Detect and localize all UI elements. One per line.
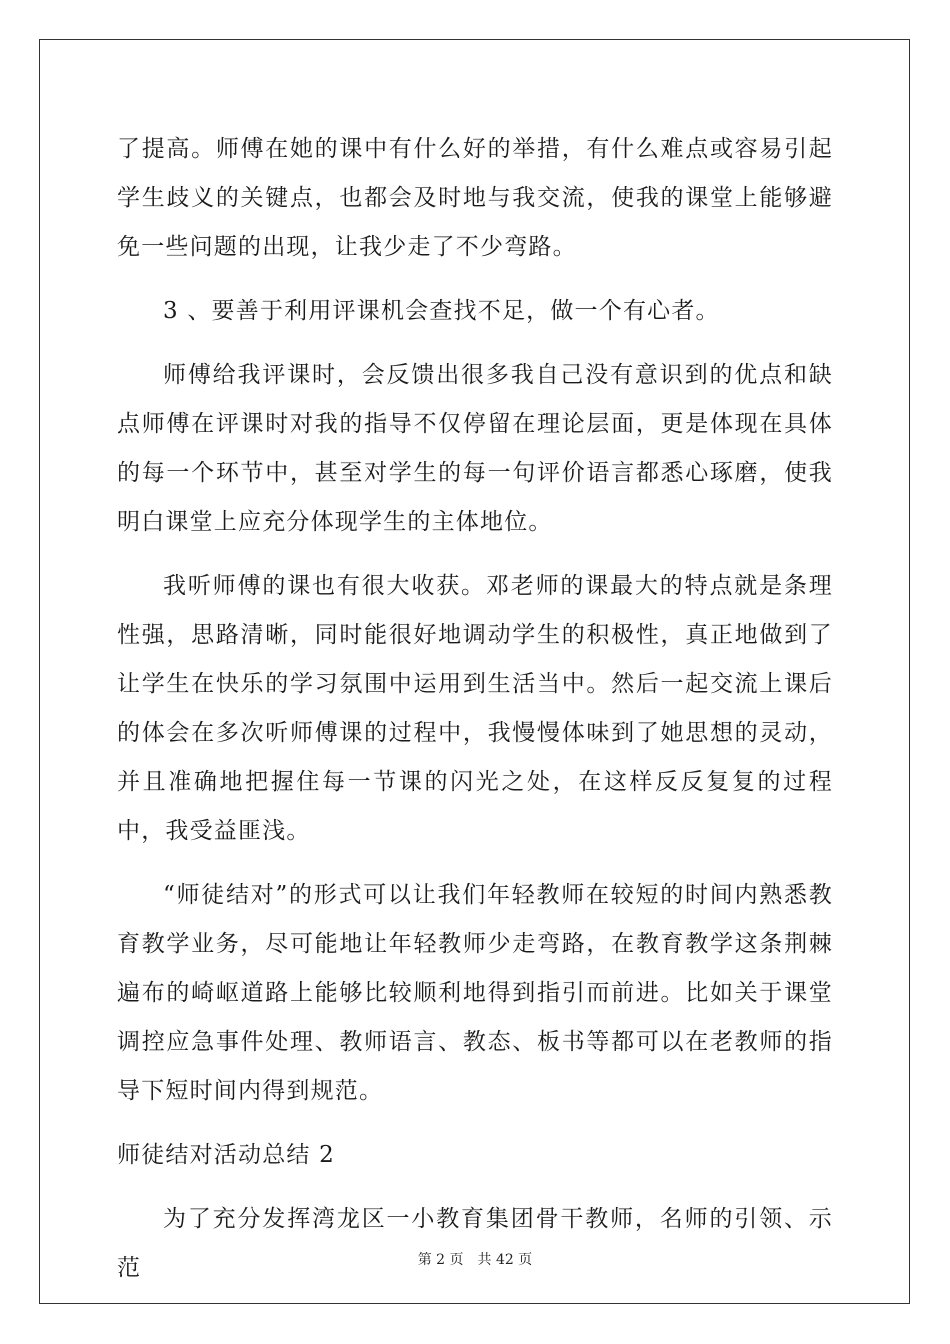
paragraph-6: 为了充分发挥湾龙区一小教育集团骨干教师，名师的引领、示范 — [117, 1206, 833, 1281]
page-footer — [0, 1249, 950, 1269]
page-number: 第 2 页 — [417, 1252, 464, 1268]
paragraph-5: “师徒结对”的形式可以让我们年轻教师在较短的时间内熟悉教育教学业务，尽可能地让年轻教师少走弯路，在教育教学这条荆棘遍布的崎岖道路上能够比较顺利地得到指引而前进。比如关于课堂调控应急事件处理、教师语言、教态、板书等都可以在老教师的指导下短时间内得到规范。 — [117, 882, 833, 1104]
paragraph-4: 我听师傅的课也有很大收获。邓老师的课最大的特点就是条理性强，思路清晰，同时能很好地调动学生的积极性，真正地做到了让学生在快乐的学习氛围中运用到生活当中。然后一起交流上课后的体会在多次听师傅课的过程中，我慢慢体味到了她思想的灵动，并且准确地把握住每一节课的闪光之处，在这样反反复复的过程中，我受益匪浅。 — [117, 573, 833, 844]
document-body — [117, 125, 833, 1308]
page-total: 共 42 页 — [477, 1252, 533, 1268]
paragraph-1: 了提高。师傅在她的课中有什么好的举措，有什么难点或容易引起学生歧义的关键点，也都会及时地与我交流，使我的课堂上能够避免一些问题的出现，让我少走了不少弯路。 — [117, 136, 833, 260]
section-heading: 师徒结对活动总结 2 — [117, 1142, 335, 1168]
paragraph-2: 3 、要善于利用评课机会查找不足，做一个有心者。 — [163, 298, 720, 324]
paragraph-3: 师傅给我评课时，会反馈出很多我自己没有意识到的优点和缺点师傅在评课时对我的指导不仅停留在理论层面，更是体现在具体的每一个环节中，甚至对学生的每一句评价语言都悉心琢磨，使我明白课堂上应充分体现学生的主体地位。 — [117, 362, 833, 535]
